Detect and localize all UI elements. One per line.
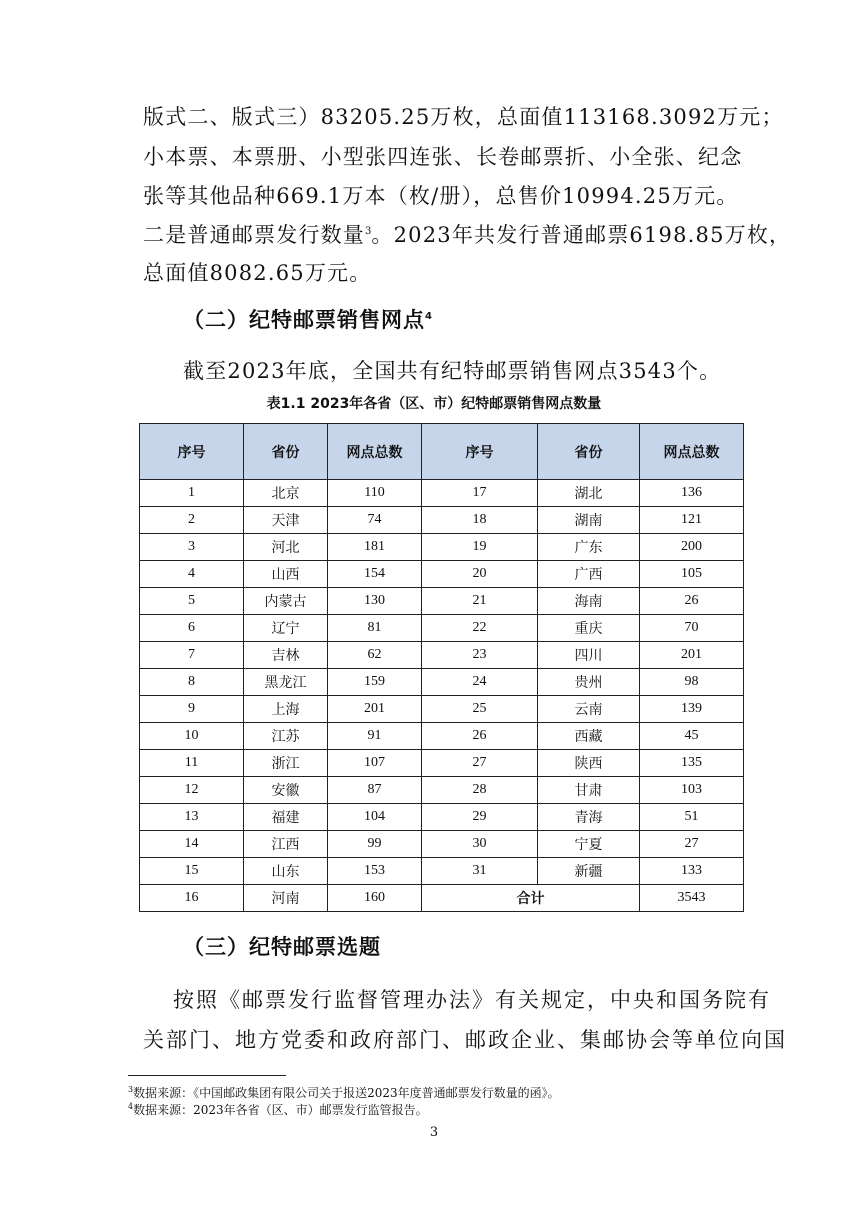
table-cell: 福建 xyxy=(244,804,328,831)
table-cell: 北京 xyxy=(244,480,328,507)
table-cell: 湖南 xyxy=(538,507,640,534)
table-cell: 62 xyxy=(328,642,422,669)
table-cell: 105 xyxy=(640,561,744,588)
body-line-2: 小本票、本票册、小型张四连张、长卷邮票折、小全张、纪念 xyxy=(143,145,743,169)
table-cell: 99 xyxy=(328,831,422,858)
table-cell: 山西 xyxy=(244,561,328,588)
table-header-row xyxy=(140,424,744,480)
table-cell: 51 xyxy=(640,804,744,831)
table-cell: 17 xyxy=(422,480,538,507)
table-cell: 吉林 xyxy=(244,642,328,669)
outlets-table xyxy=(139,423,744,912)
total-label: 合计 xyxy=(422,885,640,912)
table-cell: 20 xyxy=(422,561,538,588)
table-cell: 12 xyxy=(140,777,244,804)
table-cell: 14 xyxy=(140,831,244,858)
body-line-4 xyxy=(143,220,791,250)
table-cell: 81 xyxy=(328,615,422,642)
table-cell: 13 xyxy=(140,804,244,831)
table-cell: 160 xyxy=(328,885,422,912)
table-cell: 31 xyxy=(422,858,538,885)
table-row xyxy=(140,588,744,615)
table-cell: 23 xyxy=(422,642,538,669)
header-no-right: 序号 xyxy=(422,424,538,480)
table-cell: 24 xyxy=(422,669,538,696)
table-cell: 西藏 xyxy=(538,723,640,750)
section-3-heading: （三）纪特邮票选题 xyxy=(183,935,381,959)
footnote-3-text: 数据来源：《中国邮政集团有限公司关于报送2023年度普通邮票发行数量的函》。 xyxy=(133,1086,560,1100)
table-cell: 7 xyxy=(140,642,244,669)
table-cell: 15 xyxy=(140,858,244,885)
table-cell: 103 xyxy=(640,777,744,804)
table-cell: 153 xyxy=(328,858,422,885)
table-cell: 136 xyxy=(640,480,744,507)
footnote-4-text: 数据来源：2023年各省（区、市）邮票发行监管报告。 xyxy=(133,1103,428,1117)
table-cell: 91 xyxy=(328,723,422,750)
table-cell: 200 xyxy=(640,534,744,561)
topics-paragraph-line-2: 关部门、地方党委和政府部门、邮政企业、集邮协会等单位向国 xyxy=(143,1028,787,1052)
table-row-total xyxy=(140,885,744,912)
total-value: 3543 xyxy=(640,885,744,912)
table-cell: 河南 xyxy=(244,885,328,912)
table-cell: 四川 xyxy=(538,642,640,669)
table-cell: 贵州 xyxy=(538,669,640,696)
table-cell: 浙江 xyxy=(244,750,328,777)
table-row xyxy=(140,615,744,642)
table-cell: 26 xyxy=(640,588,744,615)
table-row xyxy=(140,804,744,831)
body-line-3: 张等其他品种669.1万本（枚/册），总售价10994.25万元。 xyxy=(143,184,739,208)
table-row xyxy=(140,831,744,858)
footnote-ref-3: 3 xyxy=(365,226,372,237)
table-row xyxy=(140,723,744,750)
table-row xyxy=(140,669,744,696)
table-cell: 10 xyxy=(140,723,244,750)
table-row xyxy=(140,777,744,804)
table-cell: 28 xyxy=(422,777,538,804)
table-cell: 宁夏 xyxy=(538,831,640,858)
table-cell: 3 xyxy=(140,534,244,561)
table-cell: 27 xyxy=(422,750,538,777)
table-cell: 201 xyxy=(640,642,744,669)
table-row xyxy=(140,561,744,588)
section-2-heading xyxy=(183,305,432,335)
table-cell: 26 xyxy=(422,723,538,750)
header-count-right: 网点总数 xyxy=(640,424,744,480)
table-cell: 70 xyxy=(640,615,744,642)
body-line-1: 版式二、版式三）83205.25万枚，总面值113168.3092万元； xyxy=(143,105,784,129)
body-line-4-tail: 。2023年共发行普通邮票6198.85万枚， xyxy=(371,223,792,247)
table-cell: 22 xyxy=(422,615,538,642)
table-row xyxy=(140,534,744,561)
footnote-3-mark: 3 xyxy=(128,1085,134,1094)
table-cell: 19 xyxy=(422,534,538,561)
table-cell: 上海 xyxy=(244,696,328,723)
header-province-right: 省份 xyxy=(538,424,640,480)
table-cell: 154 xyxy=(328,561,422,588)
body-line-5: 总面值8082.65万元。 xyxy=(143,261,372,285)
footnote-3 xyxy=(128,1085,560,1101)
table-cell: 18 xyxy=(422,507,538,534)
table-cell: 16 xyxy=(140,885,244,912)
page-number: 3 xyxy=(429,1125,439,1140)
table-cell: 新疆 xyxy=(538,858,640,885)
table-cell: 107 xyxy=(328,750,422,777)
table-row xyxy=(140,642,744,669)
table-cell: 104 xyxy=(328,804,422,831)
table-cell: 重庆 xyxy=(538,615,640,642)
table-body xyxy=(140,480,744,912)
table-cell: 天津 xyxy=(244,507,328,534)
table-cell: 甘肃 xyxy=(538,777,640,804)
table-row xyxy=(140,480,744,507)
table-cell: 30 xyxy=(422,831,538,858)
table-cell: 110 xyxy=(328,480,422,507)
table-cell: 4 xyxy=(140,561,244,588)
table-cell: 江苏 xyxy=(244,723,328,750)
table-row xyxy=(140,507,744,534)
body-line-4-text: 二是普通邮票发行数量 xyxy=(143,223,365,247)
outlets-paragraph: 截至2023年底，全国共有纪特邮票销售网点3543个。 xyxy=(183,359,722,383)
table-cell: 45 xyxy=(640,723,744,750)
table-cell: 2 xyxy=(140,507,244,534)
header-no-left: 序号 xyxy=(140,424,244,480)
footnote-4-mark: 4 xyxy=(128,1102,134,1111)
table-cell: 159 xyxy=(328,669,422,696)
table-cell: 湖北 xyxy=(538,480,640,507)
table-row xyxy=(140,750,744,777)
table-cell: 25 xyxy=(422,696,538,723)
table-cell: 29 xyxy=(422,804,538,831)
table-caption: 表1.1 2023年各省（区、市）纪特邮票销售网点数量 xyxy=(266,396,602,412)
table-cell: 江西 xyxy=(244,831,328,858)
footnote-4 xyxy=(128,1102,428,1118)
table-cell: 74 xyxy=(328,507,422,534)
table-cell: 陕西 xyxy=(538,750,640,777)
table-cell: 黑龙江 xyxy=(244,669,328,696)
table-cell: 11 xyxy=(140,750,244,777)
table-cell: 130 xyxy=(328,588,422,615)
table-cell: 87 xyxy=(328,777,422,804)
table-cell: 121 xyxy=(640,507,744,534)
header-count-left: 网点总数 xyxy=(328,424,422,480)
table-cell: 内蒙古 xyxy=(244,588,328,615)
table-cell: 辽宁 xyxy=(244,615,328,642)
table-cell: 98 xyxy=(640,669,744,696)
table-cell: 27 xyxy=(640,831,744,858)
table-row xyxy=(140,696,744,723)
table-cell: 181 xyxy=(328,534,422,561)
table-cell: 广西 xyxy=(538,561,640,588)
table-row xyxy=(140,858,744,885)
footnote-divider xyxy=(128,1075,286,1076)
table-cell: 安徽 xyxy=(244,777,328,804)
table-cell: 6 xyxy=(140,615,244,642)
table-cell: 山东 xyxy=(244,858,328,885)
table-cell: 21 xyxy=(422,588,538,615)
table-cell: 135 xyxy=(640,750,744,777)
section-2-heading-text: （二）纪特邮票销售网点 xyxy=(183,308,425,332)
table-cell: 河北 xyxy=(244,534,328,561)
header-province-left: 省份 xyxy=(244,424,328,480)
table-cell: 8 xyxy=(140,669,244,696)
table-cell: 201 xyxy=(328,696,422,723)
table-cell: 5 xyxy=(140,588,244,615)
table-cell: 广东 xyxy=(538,534,640,561)
table-cell: 云南 xyxy=(538,696,640,723)
table-cell: 1 xyxy=(140,480,244,507)
footnote-ref-4: 4 xyxy=(425,311,432,322)
table-cell: 青海 xyxy=(538,804,640,831)
table-cell: 139 xyxy=(640,696,744,723)
topics-paragraph-line-1: 按照《邮票发行监督管理办法》有关规定，中央和国务院有 xyxy=(173,988,771,1012)
table-cell: 9 xyxy=(140,696,244,723)
table-cell: 133 xyxy=(640,858,744,885)
table-cell: 海南 xyxy=(538,588,640,615)
